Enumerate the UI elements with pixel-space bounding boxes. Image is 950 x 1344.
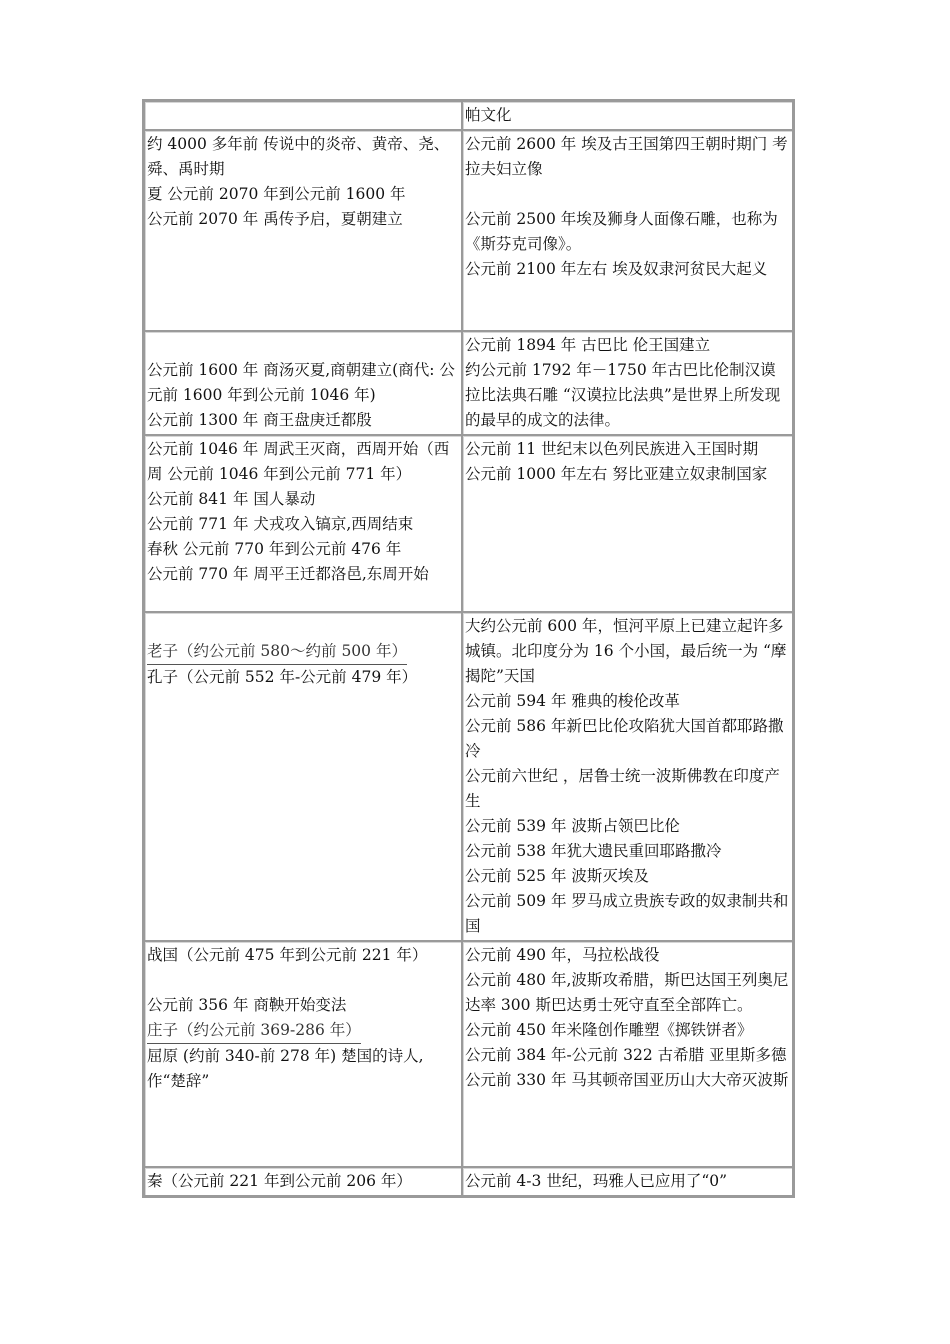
event-line: 公元前 1046 年 周武王灭商，西周开始（西周 公元前 1046 年到公元前 771 年）: [147, 440, 450, 483]
event-line: 公元前 1000 年左右 努比亚建立奴隶制国家: [465, 465, 768, 483]
zhuangzi-link-text: 庄子（约公元前 369-286 年）: [147, 1018, 361, 1044]
event-line: 公元前 771 年 犬戎攻入镐京,西周结束: [147, 515, 414, 533]
event-line: 战国（公元前 475 年到公元前 221 年）: [147, 946, 428, 964]
philosopher-line: 孔子（公元前 552 年-公元前 479 年）: [147, 668, 418, 686]
event-line: 公元前 2500 年埃及狮身人面像石雕，也称为《斯芬克司像》。: [465, 210, 778, 253]
event-line: 公元前 538 年犹大遗民重回耶路撒冷: [465, 842, 722, 860]
event-line: 公元前 1894 年 古巴比 伦王国建立: [465, 336, 711, 354]
philosopher-line: [147, 639, 459, 665]
event-line: 公元前 586 年新巴比伦攻陷犹大国首都耶路撒冷: [465, 717, 784, 760]
blank-line: [465, 182, 790, 207]
china-cell: [144, 130, 462, 331]
event-line: 公元前 525 年 波斯灭埃及: [465, 867, 649, 885]
table-row: [144, 331, 793, 435]
event-line: 公元前 2100 年左右 埃及奴隶河贫民大起义: [465, 260, 768, 278]
event-line: 公元前 539 年 波斯占领巴比伦: [465, 817, 680, 835]
event-line: 约公元前 1792 年－1750 年古巴比伦制汉谟拉比法典石雕 “汉谟拉比法典”是世界上所发现的最早的成文的法律。: [465, 361, 781, 429]
blank-line: [147, 968, 459, 993]
table-row: [144, 1167, 793, 1196]
header-right-cell: 帕文化: [462, 101, 793, 130]
event-line: 夏 公元前 2070 年到公元前 1600 年: [147, 185, 406, 203]
world-cell: [462, 941, 793, 1167]
event-line: 公元前 11 世纪末以色列民族进入王国时期: [465, 440, 759, 458]
event-line: 公元前 2600 年 埃及古王国第四王朝时期门 考拉夫妇立像: [465, 135, 788, 178]
china-cell: [144, 941, 462, 1167]
world-cell: [462, 130, 793, 331]
china-cell: [144, 612, 462, 941]
china-cell: [144, 435, 462, 612]
event-line: 公元前 330 年 马其顿帝国亚历山大大帝灭波斯: [465, 1071, 789, 1089]
world-cell: [462, 612, 793, 941]
world-cell: [462, 435, 793, 612]
event-line: 公元前 4-3 世纪，玛雅人已应用了“0”: [465, 1172, 728, 1190]
event-line: 公元前 356 年 商鞅开始变法: [147, 996, 347, 1014]
event-line: 大约公元前 600 年，恒河平原上已建立起许多城镇。北印度分为 16 个小国，最后统一为 “摩揭陀”天国: [465, 617, 787, 685]
event-line: 公元前 594 年 雅典的梭伦改革: [465, 692, 680, 710]
header-left-cell: [144, 101, 462, 130]
table-row: [144, 941, 793, 1167]
table-row: [144, 130, 793, 331]
event-line: 公元前 509 年 罗马成立贵族专政的奴隶制共和国: [465, 892, 789, 935]
event-line: 公元前 841 年 国人暴动: [147, 490, 316, 508]
table-header-row: [144, 101, 793, 130]
event-line: 秦（公元前 221 年到公元前 206 年）: [147, 1172, 412, 1190]
table-row: [144, 435, 793, 612]
china-cell: [144, 1167, 462, 1196]
world-cell: [462, 1167, 793, 1196]
event-line: 约 4000 多年前 传说中的炎帝、黄帝、尧、舜、禹时期: [147, 135, 450, 178]
event-line: 公元前 2070 年 禹传予启，夏朝建立: [147, 210, 403, 228]
china-cell: [144, 331, 462, 435]
chronology-table: [142, 99, 795, 1198]
event-line: 公元前 384 年-公元前 322 古希腊 亚里斯多德: [465, 1046, 787, 1064]
laozi-link-text: 老子（约公元前 580～约前 500 年）: [147, 639, 407, 665]
table-row: [144, 612, 793, 941]
event-line: 公元前六世纪 ，居鲁士统一波斯佛教在印度产生: [465, 767, 780, 810]
event-line: 公元前 480 年,波斯攻希腊，斯巴达国王列奥尼达率 300 斯巴达勇士死守直至全部阵亡。: [465, 971, 789, 1014]
event-line: 公元前 1300 年 商王盘庚迁都殷: [147, 411, 372, 429]
philosopher-line: [147, 1018, 459, 1044]
event-line: 屈原 (约前 340-前 278 年) 楚国的诗人,作“楚辞”: [147, 1047, 424, 1090]
event-line: 公元前 770 年 周平王迁都洛邑,东周开始: [147, 565, 429, 583]
world-cell: [462, 331, 793, 435]
event-line: 公元前 490 年，马拉松战役: [465, 946, 660, 964]
event-line: 公元前 1600 年 商汤灭夏,商朝建立(商代: 公元前 1600 年到公元前 1046 年): [147, 361, 455, 404]
event-line: 公元前 450 年米隆创作雕塑《掷铁饼者》: [465, 1021, 753, 1039]
event-line: 春秋 公元前 770 年到公元前 476 年: [147, 540, 402, 558]
